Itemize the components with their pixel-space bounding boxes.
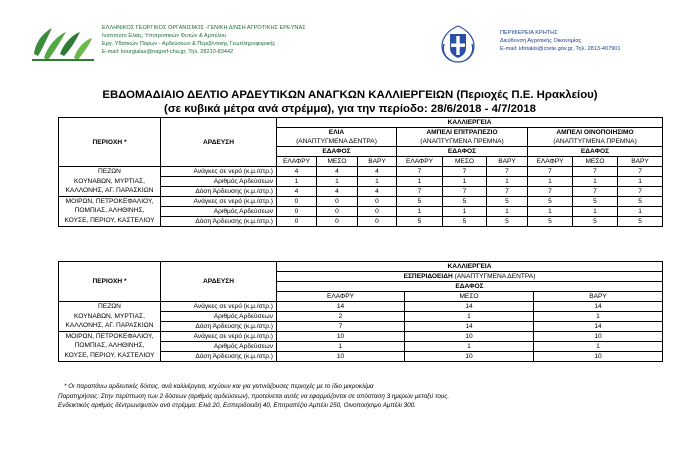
region-cell (59, 167, 161, 197)
region-line: ΚΟΥΣΕ, ΠΕΡΙΟΥ, ΚΑΣΤΕΛΙΟΥ (64, 351, 155, 359)
row-label: Αριθμός Αρδεύσεων (161, 341, 277, 351)
soil-label: ΕΔΑΦΟΣ (277, 147, 397, 157)
region-line: ΠΕΡΙΦΕΡΕΙΑ ΚΡΗΤΗΣ (500, 30, 558, 36)
org-line: E-mail: kourgialas@nagref-cha.gr, Τηλ. 28210-83442 (102, 49, 234, 55)
crop-sub: (ΑΝΑΠΤΥΓΜΕΝΑ ΔΕΝΤΡΑ) (296, 138, 377, 145)
value-cell: 1 (534, 311, 663, 321)
value-cell: 1 (443, 206, 487, 216)
value-cell: 2 (277, 311, 405, 321)
header-irrigation: ΑΡΔΕΥΣΗ (161, 262, 277, 302)
value-cell: 1 (487, 206, 528, 216)
value-cell: 0 (317, 206, 358, 216)
crop-sub: (ΑΝΑΠΤΥΓΜΕΝΑ ΠΡΕΜΝΑ) (553, 138, 637, 145)
bulletin-period: (σε κυβικά μέτρα ανά στρέμμα), για την περίοδο: 28/6/2018 - 4/7/2018 (164, 103, 536, 115)
soil-heavy: ΒΑΡΥ (487, 157, 528, 167)
value-cell: 10 (405, 331, 534, 341)
value-cell: 10 (534, 331, 663, 341)
org-line: ΕΛΛΗΝΙΚΟΣ ΓΕΩΡΓΙΚΟΣ ΟΡΓΑΝΙΣΜΟΣ -ΓΕΝΙΚΗ Δ/ΝΣΗ ΑΓΡΟΤΙΚΗΣ ΕΡΕΥΝΑΣ (102, 25, 306, 31)
region-line: ΚΑΛΛΟΝΗΣ, ΑΓ. ΠΑΡΑΣΚΙΩΝ (65, 187, 154, 195)
value-cell: 1 (618, 206, 663, 216)
soil-label: ΕΔΑΦΟΣ (528, 147, 663, 157)
table1-body (59, 167, 663, 227)
region-line: ΜΟΙΡΩΝ, ΠΕΤΡΟΚΕΦΑΛΙΟΥ, (65, 332, 154, 340)
soil-heavy: ΒΑΡΥ (618, 157, 663, 167)
value-cell: 1 (443, 176, 487, 186)
soil-medium: ΜΕΣΟ (573, 157, 618, 167)
org-line: Εργ. Υδατικών Πόρων - Αρδεύσεων & Περιβ/ντικής Γεωπληροφορικής (102, 41, 276, 47)
bulletin-title: ΕΒΔΟΜΑΔΙΑΙΟ ΔΕΛΤΙΟ ΑΡΔΕΥΤΙΚΩΝ ΑΝΑΓΚΩΝ ΚΑΛΛΙΕΡΓΕΙΩΝ (Περιοχές Π.Ε. Ηρακλείου) (102, 89, 598, 101)
value-cell: 7 (528, 186, 573, 196)
value-cell: 14 (534, 302, 663, 312)
region-line: ΠΕΖΩΝ (98, 303, 121, 310)
value-cell: 7 (443, 186, 487, 196)
soil-light: ΕΛΑΦΡΥ (277, 292, 405, 302)
soil-label: ΕΔΑΦΟΣ (277, 282, 663, 292)
value-cell: 7 (487, 167, 528, 177)
region-line: ΠΟΜΠΙΑΣ, ΑΛΗΘΙΝΗΣ, (74, 207, 145, 215)
value-cell: 7 (277, 321, 405, 331)
note-plant-density: Ενδεικτικός αριθμός δέντρων/φυτών ανά στρέμμα: Ελιά 20, Εσπεριδοειδή 40, Επιτραπέζιο Αμπέλι 250, Οινοποιήσιμο Αμπέλι 300. (58, 402, 416, 409)
value-cell: 14 (534, 321, 663, 331)
value-cell: 5 (618, 216, 663, 226)
value-cell: 14 (405, 321, 534, 331)
soil-medium: ΜΕΣΟ (405, 292, 534, 302)
row-label: Δόση Άρδευσης (κ.μ./στρ.) (161, 321, 277, 331)
region-line: Διεύθυνση Αγροτικής Οικονομίας (500, 38, 582, 44)
value-cell: 7 (487, 186, 528, 196)
row-label: Αριθμός Αρδεύσεων (161, 206, 277, 216)
region-line: ΚΟΥΣΕ, ΠΕΡΙΟΥ, ΚΑΣΤΕΛΙΟΥ (64, 216, 155, 224)
region-details (500, 29, 621, 53)
soil-light: ΕΛΑΦΡΥ (528, 157, 573, 167)
crop-table-grape (397, 128, 528, 147)
row-label: Ανάγκες σε νερό (κ.μ./στρ.) (161, 331, 277, 341)
value-cell: 0 (358, 216, 397, 226)
row-label: Ανάγκες σε νερό (κ.μ./στρ.) (161, 167, 277, 177)
crops-table-2 (58, 261, 663, 362)
value-cell: 1 (397, 206, 443, 216)
row-label: Δόση Άρδευσης (κ.μ./στρ.) (161, 351, 277, 361)
value-cell: 1 (405, 311, 534, 321)
value-cell: 1 (528, 206, 573, 216)
note-remarks: Παρατηρήσεις: Στην περίπτωση των 2 δόσεων (αριθμός αρδεύσεων), προτείνεται αυτές να εφαρμόζονται σε απόσταση 3 ημερών μεταξύ τους. (58, 392, 450, 400)
region-line: E-mail: kfotakis@crete.gov.gr, Τηλ. 2813-407901 (500, 46, 621, 52)
header-region: ΠΕΡΙΟΧΗ * (59, 118, 161, 167)
value-cell: 10 (534, 351, 663, 361)
value-cell: 1 (618, 176, 663, 186)
value-cell: 1 (277, 341, 405, 351)
value-cell: 1 (317, 176, 358, 186)
value-cell: 5 (443, 216, 487, 226)
value-cell: 0 (317, 196, 358, 206)
value-cell: 1 (573, 206, 618, 216)
soil-medium: ΜΕΣΟ (317, 157, 358, 167)
value-cell: 1 (487, 176, 528, 186)
value-cell: 0 (277, 206, 317, 216)
soil-light: ΕΛΑΦΡΥ (277, 157, 317, 167)
value-cell: 0 (317, 216, 358, 226)
header-crops: ΚΑΛΛΙΕΡΓΕΙΑ (277, 262, 663, 272)
crop-name: ΕΛΙΑ (328, 129, 345, 136)
value-cell: 4 (317, 186, 358, 196)
value-cell: 4 (277, 186, 317, 196)
region-line: ΠΟΜΠΙΑΣ, ΑΛΗΘΙΝΗΣ, (74, 342, 145, 350)
value-cell: 14 (277, 302, 405, 312)
elgo-logo (30, 24, 96, 62)
value-cell: 7 (573, 167, 618, 177)
header-region: ΠΕΡΙΟΧΗ * (59, 262, 161, 302)
row-label: Αριθμός Αρδεύσεων (161, 311, 277, 321)
value-cell: 5 (618, 196, 663, 206)
value-cell: 5 (397, 196, 443, 206)
soil-label: ΕΔΑΦΟΣ (397, 147, 528, 157)
crop-citrus (277, 272, 663, 282)
soil-heavy: ΒΑΡΥ (358, 157, 397, 167)
value-cell: 7 (443, 167, 487, 177)
crop-olive (277, 128, 397, 147)
value-cell: 1 (277, 176, 317, 186)
elgo-logo-icon (30, 24, 96, 62)
region-cell (59, 331, 161, 361)
value-cell: 5 (573, 216, 618, 226)
value-cell: 0 (358, 206, 397, 216)
crops-table-1 (58, 117, 663, 227)
value-cell: 10 (277, 351, 405, 361)
region-cell (59, 302, 161, 332)
value-cell: 0 (358, 196, 397, 206)
region-line: ΚΑΛΛΟΝΗΣ, ΑΓ. ΠΑΡΑΣΚΙΩΝ (65, 322, 154, 330)
value-cell: 1 (534, 341, 663, 351)
row-label: Αριθμός Αρδεύσεων (161, 176, 277, 186)
region-line: ΚΟΥΝΑΒΩΝ, ΜΥΡΤΙΑΣ, (74, 312, 145, 320)
note-footnote: * Οι παραπάνω αρδευτικές δόσεις, ανά καλλιέργεια, ισχύουν και για γειτνιάζουσες περιοχές με το ίδιο μικροκλίμα (64, 383, 374, 390)
header-irrigation: ΑΡΔΕΥΣΗ (161, 118, 277, 167)
value-cell: 5 (443, 196, 487, 206)
row-label: Ανάγκες σε νερό (κ.μ./στρ.) (161, 196, 277, 206)
value-cell: 4 (317, 167, 358, 177)
hellenic-emblem-icon (438, 24, 478, 64)
soil-medium: ΜΕΣΟ (443, 157, 487, 167)
value-cell: 4 (358, 167, 397, 177)
value-cell: 5 (573, 196, 618, 206)
value-cell: 7 (573, 186, 618, 196)
value-cell: 1 (528, 176, 573, 186)
region-cell (59, 196, 161, 226)
table2-body (59, 302, 663, 362)
row-label: Ανάγκες σε νερό (κ.μ./στρ.) (161, 302, 277, 312)
value-cell: 10 (277, 331, 405, 341)
region-line: ΜΟΙΡΩΝ, ΠΕΤΡΟΚΕΦΑΛΙΟΥ, (65, 197, 154, 205)
soil-heavy: ΒΑΡΥ (534, 292, 663, 302)
value-cell: 5 (528, 196, 573, 206)
value-cell: 7 (618, 167, 663, 177)
region-header (438, 24, 621, 64)
crop-name: ΕΣΠΕΡΙΔΟΕΙΔΗ (403, 273, 453, 280)
value-cell: 7 (528, 167, 573, 177)
crop-name: ΑΜΠΕΛΙ ΟΙΝΟΠΟΙΗΣΙΜΟ (556, 129, 634, 136)
value-cell: 5 (487, 196, 528, 206)
value-cell: 14 (405, 302, 534, 312)
value-cell: 10 (405, 351, 534, 361)
org-details (102, 24, 306, 56)
value-cell: 5 (487, 216, 528, 226)
value-cell: 7 (397, 167, 443, 177)
value-cell: 4 (358, 186, 397, 196)
value-cell: 1 (397, 176, 443, 186)
value-cell: 0 (277, 216, 317, 226)
table-row (59, 331, 663, 341)
crop-sub: (ΑΝΑΠΤΥΓΜΕΝΑ ΔΕΝΤΡΑ) (452, 273, 536, 280)
table-row (59, 167, 663, 177)
value-cell: 1 (573, 176, 618, 186)
value-cell: 7 (397, 186, 443, 196)
org-line: Ινστιτούτο Ελιάς, Υποτροπικών Φυτών & Αμπέλου (102, 33, 227, 39)
crop-wine-grape (528, 128, 663, 147)
row-label: Δόση Άρδευσης (κ.μ./στρ.) (161, 216, 277, 226)
value-cell: 5 (397, 216, 443, 226)
value-cell: 4 (277, 167, 317, 177)
row-label: Δόση Άρδευσης (κ.μ./στρ.) (161, 186, 277, 196)
crop-name: ΑΜΠΕΛΙ ΕΠΙΤΡΑΠΕΖΙΟ (426, 129, 498, 136)
org-header (30, 24, 306, 62)
soil-light: ΕΛΑΦΡΥ (397, 157, 443, 167)
value-cell: 5 (528, 216, 573, 226)
region-line: ΚΟΥΝΑΒΩΝ, ΜΥΡΤΙΑΣ, (74, 177, 145, 185)
value-cell: 1 (358, 176, 397, 186)
table-row (59, 196, 663, 206)
header-crops: ΚΑΛΛΙΕΡΓΕΙΑ (277, 118, 663, 128)
value-cell: 7 (618, 186, 663, 196)
region-line: ΠΕΖΩΝ (98, 168, 121, 175)
notes (58, 382, 449, 411)
crop-sub: (ΑΝΑΠΤΥΓΜΕΝΑ ΠΡΕΜΝΑ) (420, 138, 504, 145)
value-cell: 1 (405, 341, 534, 351)
table-row (59, 302, 663, 312)
value-cell: 0 (277, 196, 317, 206)
